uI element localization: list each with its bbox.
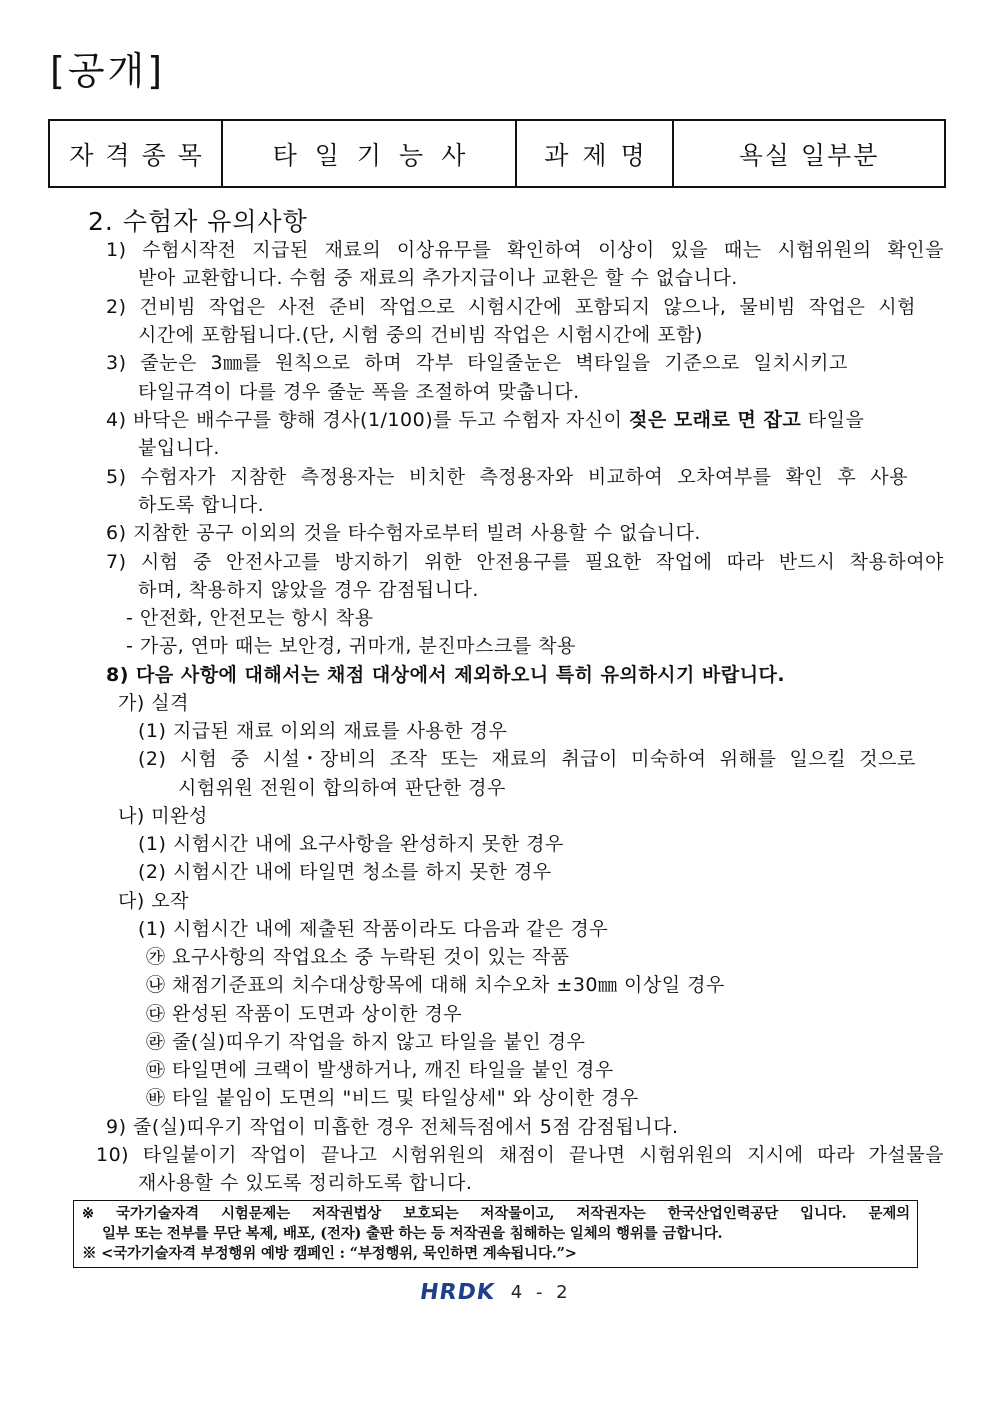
note-line: (2) 시험시간 내에 타일면 청소를 하지 못한 경우 (138, 861, 552, 883)
note-line: ㉳ 타일 붙임이 도면의 "비드 및 타일상세" 와 상이한 경우 (146, 1087, 639, 1109)
word: 확인하여 (506, 239, 583, 261)
word: 안전사고를 (226, 551, 321, 573)
word: 입니다. (800, 1205, 847, 1222)
word: 지참한 (230, 466, 287, 488)
task-value-text: 욕실 일부분 (738, 140, 880, 170)
word: 측정용자와 (479, 466, 574, 488)
word: 기준으로 (664, 352, 740, 374)
word: 안전용구를 (476, 551, 571, 573)
word: 않으나, (663, 296, 727, 318)
word: 건비빔 (139, 296, 196, 318)
word: 타일줄눈은 (467, 352, 562, 374)
word: 작업은 (208, 296, 266, 318)
word: 준비 (328, 296, 367, 318)
word: 시험위원의 (777, 239, 872, 261)
note-line (96, 1141, 944, 1169)
note-line: 시험위원 전원이 합의하여 판단한 경우 (178, 777, 506, 799)
word: 사용 (870, 466, 908, 488)
word: 각부 (415, 352, 454, 374)
word: 확인 (785, 466, 824, 488)
note-line (106, 548, 944, 576)
note-line: 시간에 포함됩니다.(단, 시험 중의 건비빔 작업은 시험시간에 포함) (138, 324, 703, 346)
hrdk-logo: HRDK (418, 1280, 497, 1305)
note-line (106, 463, 908, 491)
word: 10) (96, 1144, 130, 1166)
word: 시험위원의 (639, 1144, 734, 1166)
notice-line (82, 1204, 910, 1224)
section-title: 2. 수험자 유의사항 (88, 207, 308, 236)
note-line: ㉲ 타일면에 크랙이 발생하거나, 깨진 타일을 붙인 경우 (146, 1059, 614, 1081)
copyright-notice (73, 1200, 918, 1268)
word: 있을 (670, 239, 709, 261)
document-badge: [공개] (50, 49, 166, 93)
word: 시험 (140, 551, 179, 573)
word: 시설・장비의 (262, 748, 377, 770)
note-line (138, 745, 916, 773)
word: 지급된 (252, 239, 309, 261)
word: 비치한 (408, 466, 466, 488)
word: 조작 (389, 748, 428, 770)
note-emphasis: 젖은 모래로 면 잡고 (629, 409, 802, 431)
word: 착용하여야 (849, 551, 944, 573)
word: 시험시간에 (467, 296, 563, 318)
word: 줄눈은 (140, 352, 197, 374)
note-line: 6) 지참한 공구 이외의 것을 타수험자로부터 빌려 사용할 수 없습니다. (106, 522, 701, 544)
word: 일치시키고 (753, 352, 848, 374)
word: 벽타일을 (575, 352, 651, 374)
word: 때는 (723, 239, 762, 261)
word: 시험위원의 (390, 1144, 486, 1166)
note-line: (1) 지급된 재료 이외의 재료를 사용한 경우 (138, 720, 508, 742)
word: 재료의 (491, 748, 549, 770)
note-line (106, 293, 916, 321)
note-segment: 타일을 (807, 409, 865, 431)
note-line (106, 236, 944, 264)
word: 이상이 (598, 239, 655, 261)
word: 위해를 (719, 748, 777, 770)
word: 포함되지 (575, 296, 651, 318)
word: 따라 (817, 1144, 855, 1166)
word: 취급이 (561, 748, 618, 770)
word: 중 (192, 551, 212, 573)
word: 반드시 (778, 551, 836, 573)
note-line: (1) 시험시간 내에 요구사항을 완성하지 못한 경우 (138, 833, 564, 855)
word: 오차여부를 (677, 466, 772, 488)
exam-info-table (48, 119, 946, 188)
word: 작업이 (250, 1144, 308, 1166)
exam-info-row (49, 120, 945, 187)
word: 물비빔 (739, 296, 796, 318)
word: 또는 (440, 748, 479, 770)
word: 작업에 (655, 551, 713, 573)
word: 위한 (424, 551, 463, 573)
word: 5) (106, 466, 127, 488)
qualification-label-text: 자격종목 (69, 140, 214, 170)
word: 시험 (179, 748, 218, 770)
word: 사전 (278, 296, 317, 318)
task-value (673, 120, 945, 187)
word: 따라 (726, 551, 765, 573)
word: 타일붙이기 (142, 1144, 237, 1166)
note-line: 타일규격이 다를 경우 줄눈 폭을 조절하여 맞춥니다. (138, 381, 580, 403)
note-subheading: 다) 오작 (118, 890, 190, 912)
note-line: 하며, 착용하지 않았을 경우 감점됩니다. (138, 579, 479, 601)
word: 3㎜를 (210, 352, 262, 374)
word: 확인을 (887, 239, 944, 261)
qualification-value (222, 120, 516, 187)
note-line: 하도록 합니다. (138, 494, 265, 516)
word: 1) (106, 239, 127, 261)
word: ※ (82, 1205, 94, 1222)
word: 수험자가 (140, 466, 216, 488)
word: 일으킬 (789, 748, 847, 770)
task-label-text: 과제명 (544, 140, 659, 170)
note-line: ㉯ 채점기준표의 치수대상항목에 대해 치수오차 ±30㎜ 이상일 경우 (146, 974, 725, 996)
word: 후 (837, 466, 857, 488)
note-line: 붙입니다. (138, 437, 220, 459)
page-number: 4 - 2 (510, 1282, 572, 1303)
note-line: 재사용할 수 있도록 정리하도록 합니다. (138, 1172, 473, 1194)
note-subheading: 가) 실격 (118, 692, 190, 714)
note-segment: 4) 바닥은 배수구를 향해 경사(1/100)를 두고 수험자 자신이 (106, 409, 623, 431)
word: 수험시작전 (142, 239, 237, 261)
word: 방지하기 (334, 551, 411, 573)
word: 중 (230, 748, 250, 770)
word: 미숙하여 (631, 748, 707, 770)
note-line: ㉱ 줄(실)띠우기 작업을 하지 않고 타일을 붙인 경우 (146, 1031, 586, 1053)
note-subheading: 나) 미완성 (118, 805, 208, 827)
note-line: - 안전화, 안전모는 항시 착용 (126, 607, 374, 629)
notice-line: ※ <국가기술자격 부정행위 예방 캠페인 : “부정행위, 묵인하면 계속됩니다.”> (82, 1245, 577, 1262)
word: 작업은 (808, 296, 866, 318)
word: 원칙으로 (275, 352, 351, 374)
word: 문제의 (868, 1205, 910, 1222)
note-line: (1) 시험시간 내에 제출된 작품이라도 다음과 같은 경우 (138, 918, 609, 940)
word: 끝나고 (320, 1144, 378, 1166)
word: 저작권법상 (312, 1205, 382, 1222)
task-label (516, 120, 673, 187)
note-line: 9) 줄(실)띠우기 작업이 미흡한 경우 전체득점에서 5점 감점됩니다. (106, 1116, 679, 1138)
word: 저작권자는 (576, 1205, 646, 1222)
word: 2) (106, 296, 127, 318)
word: 7) (106, 551, 127, 573)
qualification-label (49, 120, 222, 187)
word: 국가기술자격 (116, 1205, 199, 1222)
word: 가설물을 (868, 1144, 944, 1166)
note-line (106, 349, 848, 377)
note-line: 받아 교환합니다. 수험 중 재료의 추가지급이나 교환은 할 수 없습니다. (138, 267, 738, 289)
qualification-value-text: 타일기능사 (272, 140, 484, 170)
note-line-mixed (106, 406, 944, 434)
page-footer (0, 1280, 992, 1305)
word: 지시에 (747, 1144, 804, 1166)
word: 저작물이고, (480, 1205, 555, 1222)
word: 작업으로 (379, 296, 455, 318)
word: 3) (106, 352, 127, 374)
word: 한국산업인력공단 (667, 1205, 779, 1222)
notice-line: 일부 또는 전부를 무단 복제, 배포, (전자) 출판 하는 등 저작권을 침해하는 일체의 행위를 금합니다. (102, 1225, 723, 1242)
note-line: - 가공, 연마 때는 보안경, 귀마개, 분진마스크를 착용 (126, 635, 576, 657)
word: 시험문제는 (220, 1205, 290, 1222)
word: 비교하여 (587, 466, 664, 488)
note-line: 8) 다음 사항에 대해서는 채점 대상에서 제외하오니 특히 유의하시기 바랍니다. (106, 664, 786, 686)
word: 필요한 (584, 551, 642, 573)
word: 재료의 (324, 239, 382, 261)
word: 이상유무를 (396, 239, 492, 261)
word: 보호되는 (403, 1205, 459, 1222)
note-line: ㉰ 완성된 작품이 도면과 상이한 경우 (146, 1003, 463, 1025)
word: 하며 (364, 352, 403, 374)
word: 측정용자는 (300, 466, 395, 488)
note-line: ㉮ 요구사항의 작업요소 중 누락된 것이 있는 작품 (146, 946, 570, 968)
word: 것으로 (859, 748, 916, 770)
word: (2) (138, 748, 167, 770)
word: 채점이 (498, 1144, 556, 1166)
word: 끝나면 (569, 1144, 626, 1166)
word: 시험 (878, 296, 916, 318)
